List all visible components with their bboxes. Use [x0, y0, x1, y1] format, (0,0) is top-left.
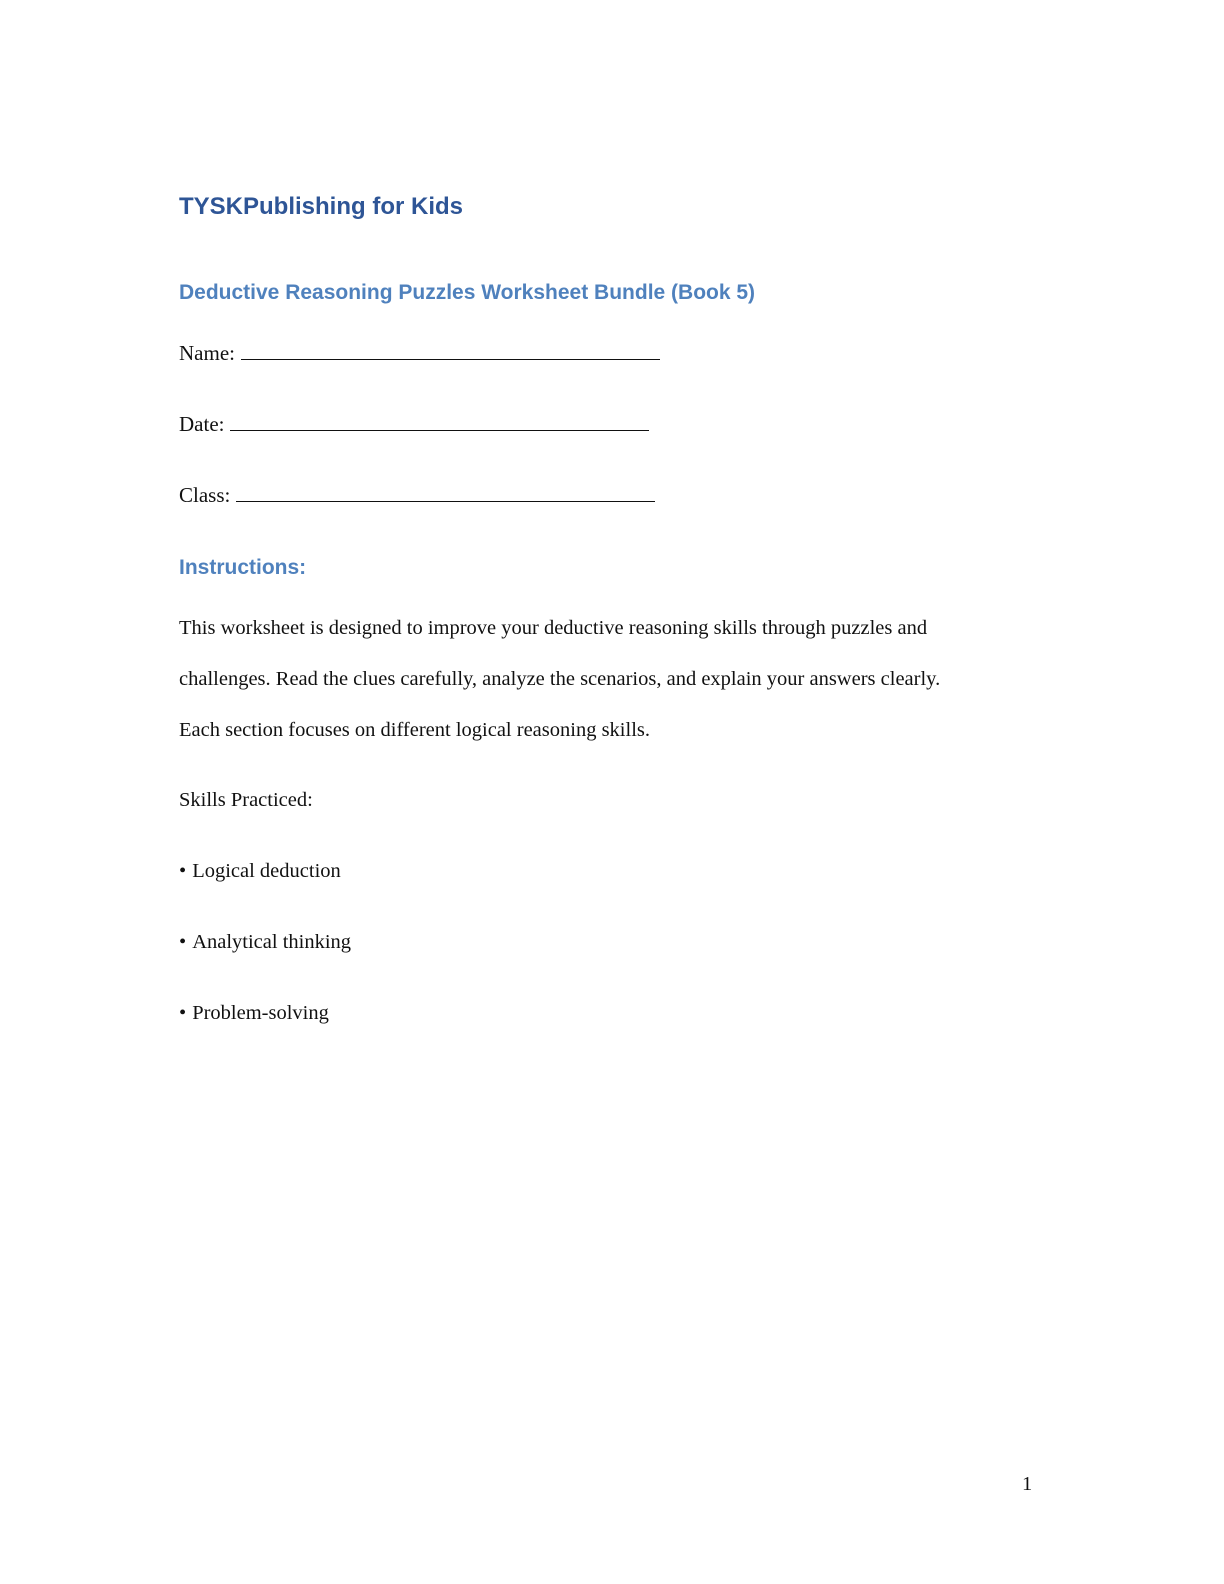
- name-blank-line[interactable]: [241, 341, 660, 360]
- name-label: Name:: [179, 341, 235, 365]
- skill-label: Analytical thinking: [192, 931, 352, 953]
- class-field: [179, 483, 655, 508]
- skill-list-item: [179, 1002, 329, 1025]
- class-label: Class:: [179, 483, 231, 507]
- skill-list-item: [179, 860, 341, 883]
- name-field: [179, 341, 660, 366]
- date-field: [179, 412, 649, 437]
- bullet-icon: •: [179, 931, 187, 953]
- class-blank-line[interactable]: [236, 483, 655, 502]
- skill-list-item: [179, 931, 351, 954]
- instructions-heading: Instructions:: [179, 556, 307, 579]
- bullet-icon: •: [179, 860, 187, 882]
- skill-label: Logical deduction: [192, 860, 341, 882]
- instructions-line: Each section focuses on different logical reasoning skills.: [179, 719, 650, 741]
- skill-label: Problem-solving: [192, 1002, 329, 1024]
- date-label: Date:: [179, 412, 225, 436]
- publisher-heading: TYSKPublishing for Kids: [179, 193, 464, 220]
- bullet-icon: •: [179, 1002, 187, 1024]
- instructions-line: This worksheet is designed to improve your deductive reasoning skills through puzzles and: [179, 617, 928, 639]
- date-blank-line[interactable]: [230, 412, 649, 431]
- page-number: 1: [1022, 1473, 1033, 1495]
- instructions-line: challenges. Read the clues carefully, analyze the scenarios, and explain your answers clearly.: [179, 668, 941, 690]
- worksheet-title: Deductive Reasoning Puzzles Worksheet Bundle (Book 5): [179, 281, 756, 304]
- skills-practiced-label: Skills Practiced:: [179, 789, 313, 811]
